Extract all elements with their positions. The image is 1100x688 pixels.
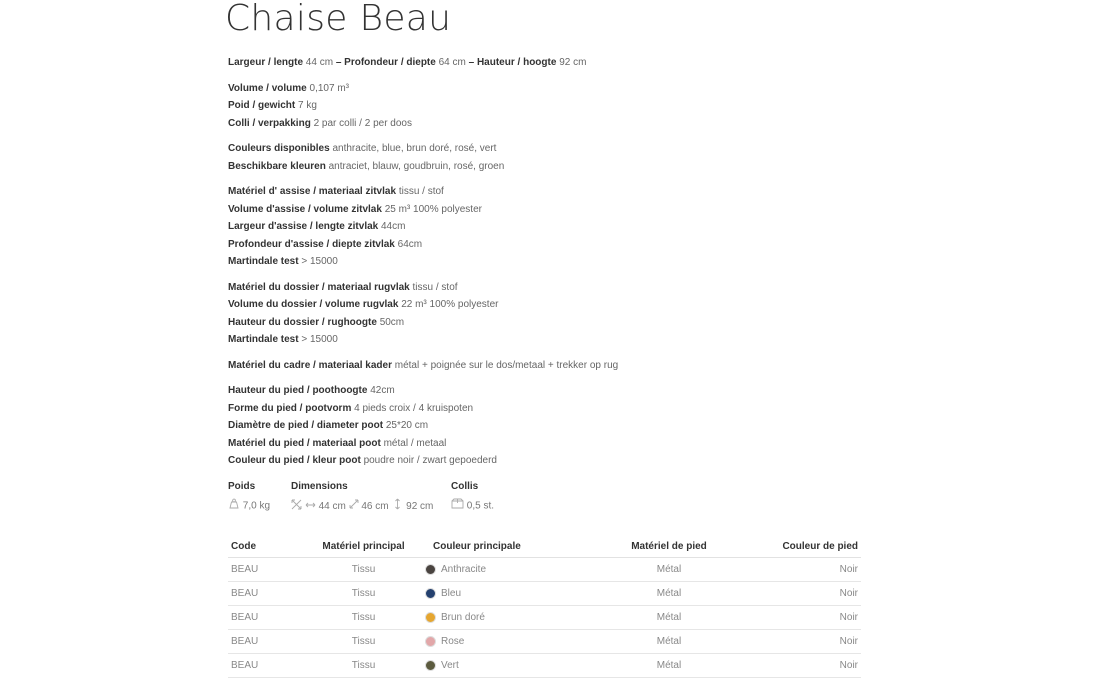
summary-collis-value-row — [451, 498, 494, 512]
spec-line — [228, 236, 868, 254]
cell-main-color — [419, 582, 616, 606]
color-name: Anthracite — [441, 563, 487, 575]
spec-value: anthracite, blue, brun doré, rosé, vert — [332, 143, 497, 154]
spec-value: > 15000 — [301, 334, 338, 345]
spec-label: Martindale test — [228, 256, 299, 267]
spec-label: – Profondeur / diepte — [335, 57, 436, 68]
weight-icon — [228, 498, 240, 514]
depth-arrow-icon — [349, 499, 359, 514]
spec-label: Largeur d'assise / lengte zitvlak — [228, 221, 379, 232]
summary-depth-value: 46 cm — [361, 501, 389, 513]
spec-line — [228, 140, 868, 158]
cell-main-color — [419, 606, 616, 630]
spec-value: 2 par colli / 2 per doos — [313, 117, 412, 129]
cell-leg-material: Métal — [616, 654, 722, 678]
spec-line — [228, 158, 868, 176]
cell-main-material: Tissu — [308, 558, 419, 582]
width-arrow-icon — [305, 500, 316, 514]
spec-label: Profondeur d'assise / diepte zitvlak — [228, 238, 395, 250]
color-swatch — [425, 588, 436, 599]
spec-value: antraciet, blauw, goudbruin, rosé, groen — [328, 160, 505, 172]
spec-line — [228, 357, 868, 375]
spec-line — [228, 331, 868, 349]
table-row — [228, 630, 861, 654]
spec-line — [228, 382, 868, 400]
cell-code: BEAU — [228, 582, 308, 606]
spec-label: Volume / volume — [228, 82, 307, 94]
spec-line — [228, 218, 868, 236]
spec-label: Largeur / lengte — [228, 57, 304, 68]
cell-leg-material: Métal — [616, 558, 722, 582]
spec-label: Volume d'assise / volume zitvlak — [228, 203, 382, 215]
spec-value: métal + poignée sur le dos/metaal + trekker op rug — [394, 359, 619, 371]
summary-collis-value: 0,5 st. — [466, 500, 495, 512]
spec-label: Matériel du dossier / materiaal rugvlak — [228, 281, 410, 293]
spec-line — [228, 314, 868, 332]
height-arrow-icon — [394, 498, 401, 515]
color-swatch — [425, 660, 436, 671]
cell-main-material: Tissu — [308, 654, 419, 678]
summary-dimensions-value-row — [291, 498, 433, 512]
spec-value: > 15000 — [301, 256, 338, 267]
cell-leg-material: Métal — [616, 582, 722, 606]
col-leg-color: Couleur de pied — [722, 535, 861, 558]
table-row — [228, 654, 861, 678]
spec-value: 42cm — [370, 385, 395, 396]
cell-leg-color: Noir — [722, 606, 861, 630]
cell-main-color — [419, 558, 616, 582]
summary-dimensions — [291, 480, 433, 512]
spec-value: 4 pieds croix / 4 kruispoten — [354, 402, 474, 414]
summary-height-value: 92 cm — [406, 501, 434, 513]
page-title: Chaise Beau — [225, 0, 452, 39]
table-row — [228, 558, 861, 582]
spec-group — [228, 382, 868, 470]
cell-code: BEAU — [228, 654, 308, 678]
spec-value: tissu / stof — [398, 186, 444, 197]
spec-line — [228, 417, 868, 435]
spec-value: métal / metaal — [383, 437, 447, 449]
color-name: Bleu — [441, 587, 462, 599]
cell-leg-color: Noir — [722, 582, 861, 606]
spec-label: Hauteur du dossier / rughoogte — [228, 316, 377, 328]
table-row — [228, 606, 861, 630]
spec-label: Couleurs disponibles — [228, 143, 330, 154]
color-name: Vert — [441, 659, 459, 671]
spec-group — [228, 80, 868, 133]
cell-main-color — [419, 630, 616, 654]
spec-label: Matériel du cadre / materiaal kader — [228, 359, 392, 371]
col-main-color: Couleur principale — [419, 535, 616, 558]
spec-group — [228, 140, 868, 175]
spec-value: 64cm — [397, 238, 423, 250]
spec-list — [228, 54, 868, 478]
spec-group — [228, 357, 868, 375]
spec-label: Diamètre de pied / diameter poot — [228, 420, 384, 431]
cell-leg-color: Noir — [722, 558, 861, 582]
spec-line — [228, 435, 868, 453]
summary-weight-value-row — [228, 498, 270, 512]
spec-line — [228, 253, 868, 271]
col-code: Code — [228, 535, 308, 558]
spec-value: 0,107 m³ — [309, 82, 349, 94]
spec-value: 7 kg — [298, 100, 317, 111]
cell-code: BEAU — [228, 558, 308, 582]
product-summary — [228, 480, 628, 516]
cell-leg-color: Noir — [722, 654, 861, 678]
spec-label: – Hauteur / hoogte — [468, 57, 557, 68]
color-swatch — [425, 636, 436, 647]
col-main-material: Matériel principal — [308, 535, 419, 558]
summary-width-value: 44 cm — [318, 501, 346, 513]
color-swatch — [425, 612, 436, 623]
summary-collis-heading: Collis — [451, 481, 479, 492]
spec-label: Forme du pied / pootvorm — [228, 402, 352, 414]
cell-main-color — [419, 654, 616, 678]
spec-line — [228, 80, 868, 98]
spec-group — [228, 183, 868, 271]
cell-leg-material: Métal — [616, 606, 722, 630]
cell-main-material: Tissu — [308, 606, 419, 630]
spec-line — [228, 279, 868, 297]
variants-table — [228, 535, 861, 678]
spec-value: 44cm — [381, 221, 406, 232]
spec-label: Martindale test — [228, 334, 299, 345]
spec-label: Beschikbare kleuren — [228, 160, 326, 172]
spec-label: Couleur du pied / kleur poot — [228, 455, 361, 466]
cell-leg-color: Noir — [722, 630, 861, 654]
cell-code: BEAU — [228, 630, 308, 654]
spec-line — [228, 97, 868, 115]
box-icon — [451, 498, 464, 514]
summary-weight — [228, 480, 270, 512]
spec-value: 25*20 cm — [385, 420, 429, 431]
cell-code: BEAU — [228, 606, 308, 630]
cell-main-material: Tissu — [308, 582, 419, 606]
spec-line — [228, 201, 868, 219]
spec-group — [228, 279, 868, 349]
spec-line — [228, 452, 868, 470]
table-row — [228, 582, 861, 606]
summary-dimensions-heading: Dimensions — [291, 481, 348, 492]
spec-value: 92 cm — [559, 57, 587, 68]
spec-label: Volume du dossier / volume rugvlak — [228, 299, 399, 310]
spec-value: poudre noir / zwart gepoederd — [363, 455, 497, 466]
spec-line — [228, 400, 868, 418]
summary-weight-value: 7,0 kg — [242, 500, 271, 512]
color-name: Brun doré — [441, 611, 485, 623]
spec-value: 64 cm — [438, 57, 466, 68]
spec-line — [228, 54, 868, 72]
spec-line — [228, 183, 868, 201]
spec-value: 50cm — [379, 316, 405, 328]
summary-weight-heading: Poids — [228, 481, 256, 492]
spec-label: Matériel d' assise / materiaal zitvlak — [228, 186, 397, 197]
spec-label: Hauteur du pied / poothoogte — [228, 385, 368, 396]
spec-value: 25 m³ 100% polyester — [384, 203, 482, 215]
table-header-row — [228, 535, 861, 558]
dimensions-icon — [291, 499, 302, 515]
spec-label: Poid / gewicht — [228, 100, 296, 111]
spec-label: Colli / verpakking — [228, 117, 311, 129]
spec-label: Matériel du pied / materiaal poot — [228, 437, 381, 449]
color-name: Rose — [441, 635, 465, 647]
spec-value: tissu / stof — [412, 281, 458, 293]
spec-value: 22 m³ 100% polyester — [401, 299, 499, 310]
cell-leg-material: Métal — [616, 630, 722, 654]
spec-line — [228, 296, 868, 314]
spec-group — [228, 54, 868, 72]
summary-collis — [451, 480, 494, 512]
spec-line — [228, 115, 868, 133]
color-swatch — [425, 564, 436, 575]
col-leg-material: Matériel de pied — [616, 535, 722, 558]
cell-main-material: Tissu — [308, 630, 419, 654]
spec-value: 44 cm — [305, 57, 334, 68]
